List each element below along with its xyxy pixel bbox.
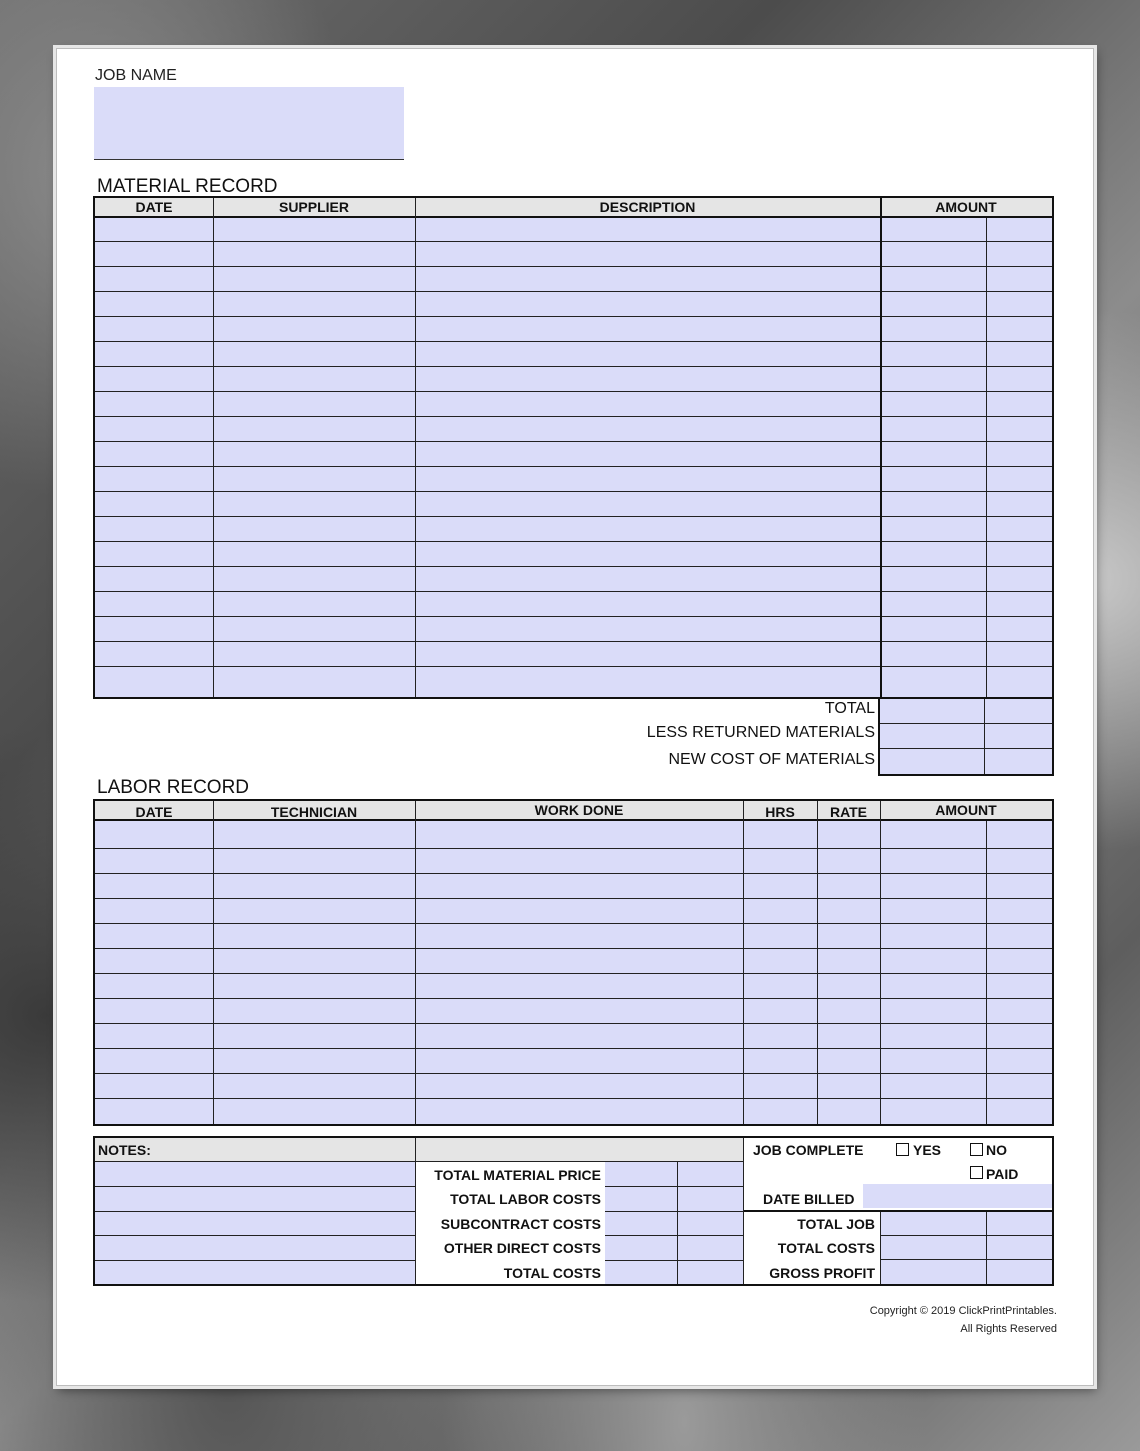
labor-rate-header: RATE — [829, 804, 868, 820]
date-billed-label: DATE BILLED — [763, 1191, 855, 1207]
less-returned-materials-label: LESS RETURNED MATERIALS — [646, 724, 875, 741]
form-sheet — [56, 48, 1094, 1386]
material-rows[interactable] — [95, 218, 1052, 697]
job-name-line[interactable] — [94, 87, 404, 112]
material-header-row — [95, 198, 1052, 218]
job-totals-area[interactable] — [880, 1212, 1052, 1284]
notes-label: NOTES: — [98, 1142, 151, 1158]
summary-table — [93, 1136, 1054, 1286]
labor-rows[interactable] — [95, 821, 1052, 1124]
labor-record-title: LABOR RECORD — [97, 777, 250, 798]
total-costs-right-label: TOTAL COSTS — [777, 1240, 875, 1256]
material-record-title: MATERIAL RECORD — [97, 176, 278, 197]
total-labor-costs-label: TOTAL LABOR COSTS — [450, 1191, 601, 1207]
labor-hrs-header: HRS — [765, 804, 795, 820]
job-name-line[interactable] — [94, 111, 404, 136]
other-direct-costs-label: OTHER DIRECT COSTS — [443, 1240, 601, 1256]
labor-technician-header: TECHNICIAN — [270, 804, 358, 820]
labor-date-header: DATE — [135, 804, 173, 820]
labor-record-table — [93, 799, 1054, 1126]
cost-values-area[interactable] — [605, 1162, 743, 1284]
material-description-header: DESCRIPTION — [599, 199, 696, 215]
new-cost-of-materials-label: NEW COST OF MATERIALS — [668, 751, 875, 768]
date-billed-field[interactable] — [863, 1184, 1052, 1208]
material-date-header: DATE — [135, 199, 173, 215]
material-amount-header: AMOUNT — [935, 199, 997, 215]
labor-work-done-header: WORK DONE — [534, 802, 624, 818]
material-supplier-header: SUPPLIER — [278, 199, 349, 215]
job-complete-label: JOB COMPLETE — [753, 1142, 864, 1158]
material-totals-box[interactable] — [878, 697, 1054, 776]
job-name-field[interactable] — [94, 87, 404, 159]
job-name-label: JOB NAME — [95, 67, 177, 84]
paid-checkbox[interactable] — [970, 1166, 983, 1179]
job-name-line[interactable] — [94, 135, 404, 160]
rights-text: All Rights Reserved — [960, 1323, 1057, 1335]
subcontract-costs-label: SUBCONTRACT COSTS — [440, 1216, 601, 1232]
no-checkbox[interactable] — [970, 1143, 983, 1156]
copyright-notice — [870, 1302, 1057, 1338]
yes-checkbox[interactable] — [896, 1143, 909, 1156]
notes-area[interactable] — [95, 1162, 415, 1284]
yes-label: YES — [913, 1142, 942, 1158]
labor-header-row — [95, 801, 1052, 821]
no-label: NO — [986, 1142, 1007, 1158]
total-material-price-label: TOTAL MATERIAL PRICE — [434, 1167, 601, 1183]
material-total-label: TOTAL — [824, 700, 875, 717]
copyright-text: Copyright © 2019 ClickPrintPrintables. — [869, 1305, 1057, 1317]
gross-profit-label: GROSS PROFIT — [769, 1265, 875, 1281]
total-costs-left-label: TOTAL COSTS — [503, 1265, 601, 1281]
paid-label: PAID — [986, 1166, 1019, 1182]
labor-amount-header: AMOUNT — [935, 802, 997, 818]
material-record-table — [93, 196, 1054, 699]
total-job-label: TOTAL JOB — [797, 1216, 875, 1232]
